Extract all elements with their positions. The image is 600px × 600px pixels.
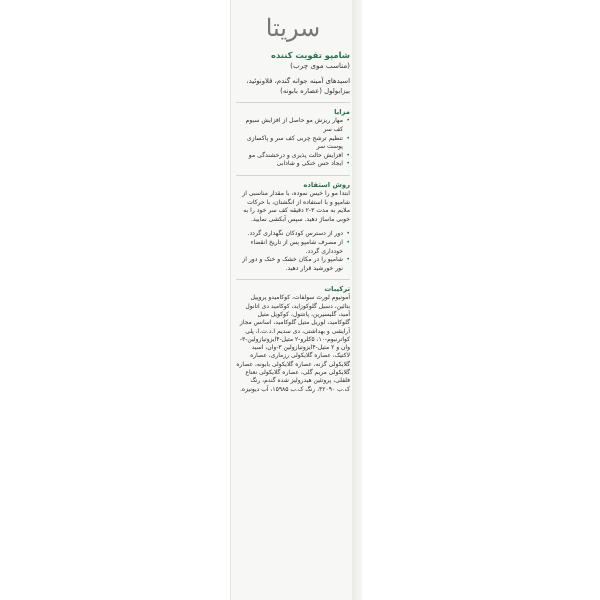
list-item: • مهار ریزش مو حاصل از افزایش سبوم کف سر (245, 117, 350, 133)
list-item: • از مصرف شامپو پس از تاریخ انقضاء خودداری گردد. (250, 238, 350, 255)
benefits-list (236, 117, 350, 169)
bullet-icon: • (346, 238, 350, 246)
bullet-icon: • (346, 134, 350, 142)
product-subtitle: (مناسب موی چرب) (290, 61, 350, 70)
composition-title: ترکیبات (324, 285, 350, 294)
label-content (236, 0, 350, 600)
benefits-title: مزایا (334, 108, 350, 117)
label-edge-shadow (352, 0, 362, 600)
list-item: • دور از دسترس کودکان نگهداری گردد. (247, 230, 350, 238)
usage-text: ابتدا مو را خیس نموده، با مقدار مناسبی از شامپو و با استفاده از انگشتان، با حرکات ملایم به مدت ۳-۲ دقیقه کف سر خود را به خوبی ماساژ دهید. سپس آبکشی نمایید. (242, 189, 350, 223)
product-title: شامپو تقویت کننده (271, 50, 350, 60)
section-divider (236, 279, 350, 280)
section-divider (236, 102, 350, 103)
usage-title: روش استفاده (303, 180, 350, 189)
bullet-icon: • (346, 160, 350, 168)
list-item: • افزایش حالت پذیری و درخشندگی مو (248, 151, 350, 159)
section-divider (236, 175, 350, 176)
key-ingredients: اسیدهای آمینه جوانه گندم، فلاونوئید، بیزابولول (عصاره بابونه) (246, 77, 350, 95)
brand-logo: سریتا (265, 14, 321, 42)
bullet-icon: • (346, 230, 350, 238)
list-item: • تنظیم ترشح چربی کف سر و پاکسازی پوست سر (246, 134, 350, 151)
warnings-list (236, 230, 350, 273)
bullet-icon: • (346, 151, 350, 159)
bullet-icon: • (346, 256, 350, 264)
bullet-icon: • (346, 117, 350, 125)
list-item: • ایجاد حس خنکی و شادابی (276, 160, 350, 168)
list-item: • شامپو را در مکان خشک و خنک و دور از نور خورشید قرار دهید. (242, 256, 350, 272)
composition-text: آمونیوم لورث سولفات، کوکامیدو پروپیل بتائین، دسیل گلوکوزاید، کوکامید دی اتانول آمید، گلیسیرین، پانتنول، کوکویل متیل گلوکامید، لوریل متیل گلوکامید، اسانس مجاز آرایشی و بهداشتی، دی سدیم ا.د.ت.ا، پلی کواترنیوم-۱۰، ۵کلرو-۲ متیل-۴ایزوتیازولین-۳-وان و ۲ متیل-۴ایزوتیازولین ۳-وان، اسید لاکتیک، عصاره گلایکولی رزماری، عصاره گلایکولی گزنه، عصاره گلایکولی بابونه، عصاره گلایکولی مریم گلی، عصاره گلایکولی نعناع فلفلی، پروتئین هیدرولیز شده گندم، رنگ ک.ب ۴۲۰۹۰، رنگ ک.ب ۱۵۹۸۵، آب دیونیزه. (236, 294, 350, 393)
